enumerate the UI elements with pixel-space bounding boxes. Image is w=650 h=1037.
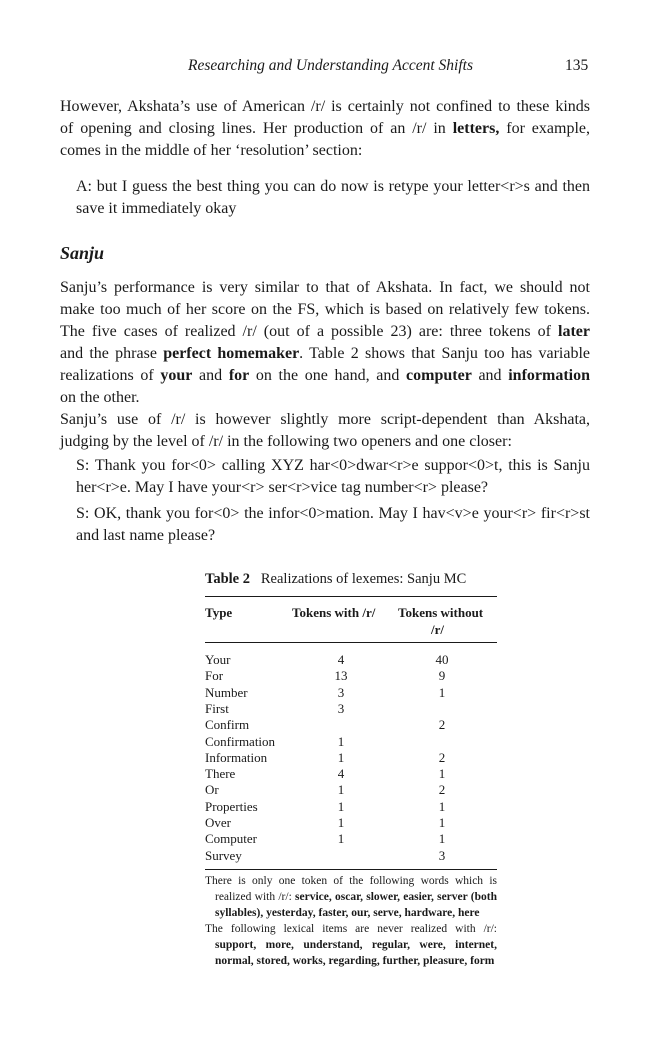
- table-bottom-rule: [205, 869, 497, 870]
- running-head: [0, 57, 650, 79]
- cell-tokens-with: 1: [337, 831, 345, 847]
- transcript-quote-akshata: [76, 176, 590, 220]
- table-row: [205, 831, 497, 847]
- running-head-title: Researching and Understanding Accent Shifts: [188, 57, 473, 74]
- paragraph-line: on the other.: [60, 389, 140, 406]
- paragraph-line: However, Akshata’s use of American /r/ is certainly not confined to these kinds: [60, 98, 590, 115]
- table-caption-text: Realizations of lexemes: Sanju MC: [260, 571, 467, 587]
- table-top-rule: [205, 596, 497, 597]
- note-word-list: support, more, understand, regular, were, internet, normal, stored, works, regarding, further, pleasure, form: [215, 939, 497, 967]
- note-text: There is only one token of the following words which is realized with /r/:: [205, 875, 497, 903]
- text-run: and: [471, 367, 509, 384]
- cell-type: Survey: [205, 847, 242, 863]
- paragraph-line: Sanju’s use of /r/ is however slightly more script-dependent than Akshata,: [60, 411, 590, 428]
- cell-tokens-with: 1: [337, 782, 345, 798]
- cell-type: Information: [205, 749, 268, 765]
- table-row: [205, 848, 497, 864]
- cell-type: Confirm: [205, 717, 250, 733]
- transcript-quote-closer: [76, 503, 590, 547]
- paragraph-line: [60, 343, 590, 365]
- table-caption: [205, 571, 497, 588]
- header-tokens-without-r: /r/: [431, 622, 444, 637]
- bold-term: information: [508, 367, 590, 384]
- table-row: [205, 701, 497, 717]
- paragraph-line: [60, 365, 590, 387]
- paragraph-line: Sanju’s performance is very similar to that of Akshata. In fact, we should not: [60, 279, 590, 296]
- cell-tokens-without: 1: [438, 815, 446, 830]
- cell-type: For: [205, 668, 224, 684]
- text-run: and: [192, 367, 229, 384]
- cell-tokens-with: 3: [337, 700, 345, 716]
- quote-line: S: Thank you for<0> calling XYZ har<0>dwar<r>e suppor<0>t, this is Sanju: [76, 457, 590, 474]
- header-type: Type: [205, 605, 233, 620]
- table-header-rule: [205, 642, 497, 643]
- table-row: [205, 766, 497, 782]
- text-run: on the one hand, and: [249, 367, 407, 384]
- table-note: [205, 921, 497, 969]
- quote-line: S: OK, thank you for<0> the infor<0>mation. May I hav<v>e your<r> fir<r>st: [76, 505, 590, 522]
- cell-type: There: [205, 766, 236, 782]
- cell-tokens-without: 1: [438, 684, 446, 700]
- quote-line: her<r>e. May I have your<r> ser<r>vice tag number<r> please?: [76, 479, 489, 496]
- text-run: of opening and closing lines. Her production of an /r/ in: [60, 120, 453, 137]
- bold-term: for: [228, 367, 250, 384]
- paragraph-line: [60, 118, 590, 140]
- table-row: [205, 717, 497, 733]
- table-row: [205, 734, 497, 750]
- cell-tokens-without: 40: [435, 652, 449, 667]
- table-notes: [205, 873, 497, 969]
- cell-tokens-without: 1: [438, 798, 446, 814]
- table-row: [205, 815, 497, 831]
- paragraph-line: make too much of her score on the FS, which is based on relatively few tokens.: [60, 301, 590, 318]
- cell-tokens-with: 4: [337, 766, 345, 782]
- cell-tokens-without: 1: [438, 766, 446, 782]
- paragraph-akshata: [60, 96, 590, 162]
- table-row: [205, 652, 497, 668]
- cell-tokens-with: 13: [334, 668, 348, 684]
- note-word-list: service, oscar, slower, easier, server (both syllables), yesterday, faster, our, serve, hardware, here: [215, 891, 497, 919]
- cell-tokens-with: 1: [337, 815, 345, 830]
- bold-term: computer: [406, 367, 472, 384]
- cell-type: Your: [205, 652, 231, 667]
- bold-term: perfect homemaker: [163, 345, 300, 362]
- cell-tokens-with: 1: [337, 798, 345, 814]
- quote-line: and last name please?: [76, 527, 216, 544]
- cell-tokens-with: 1: [337, 749, 345, 765]
- cell-type: Confirmation: [205, 733, 276, 749]
- header-tokens-with: Tokens with /r/: [292, 605, 376, 620]
- paragraph-sanju: [60, 277, 590, 453]
- transcript-quote-opener: [76, 455, 590, 499]
- section-heading: Sanju: [60, 243, 105, 263]
- header-tokens-without: Tokens without: [398, 605, 484, 620]
- page-number: 135: [565, 57, 589, 74]
- text-run: realizations of: [60, 367, 161, 384]
- paragraph-line: [60, 321, 590, 343]
- cell-type: Computer: [205, 831, 257, 847]
- text-run: The five cases of realized /r/ (out of a possible 23) are: three tokens of: [60, 323, 559, 340]
- bold-term: later: [558, 323, 590, 340]
- cell-type: Number: [205, 684, 248, 700]
- cell-type: Properties: [205, 798, 258, 814]
- cell-tokens-with: 3: [337, 684, 345, 700]
- cell-tokens-without: 2: [438, 717, 446, 733]
- text-run: . Table 2 shows that Sanju too has variable: [299, 345, 591, 362]
- table-row: [205, 799, 497, 815]
- paragraph-line: comes in the middle of her ‘resolution’ section:: [60, 142, 363, 159]
- table-row: [205, 782, 497, 798]
- cell-type: Or: [205, 782, 219, 798]
- cell-tokens-without: 1: [438, 831, 446, 847]
- cell-tokens-without: 2: [438, 782, 446, 798]
- table-row: [205, 685, 497, 701]
- cell-tokens-with: 1: [337, 733, 345, 749]
- cell-tokens-with: 4: [337, 652, 345, 667]
- cell-tokens-without: 3: [438, 847, 446, 863]
- quote-line: save it immediately okay: [76, 200, 237, 217]
- cell-tokens-without: 9: [438, 668, 446, 684]
- table-label: Table 2: [205, 571, 250, 587]
- quote-line: A: but I guess the best thing you can do now is retype your letter<r>s and then: [76, 178, 590, 195]
- table-note: [205, 873, 497, 921]
- cell-type: First: [205, 700, 229, 716]
- bold-term: letters,: [452, 120, 500, 137]
- paragraph-line: judging by the level of /r/ in the following two openers and one closer:: [60, 433, 512, 450]
- bold-term: your: [160, 367, 193, 384]
- note-text: The following lexical items are never realized with /r/:: [205, 923, 497, 935]
- cell-tokens-without: 2: [438, 749, 446, 765]
- table-row: [205, 668, 497, 684]
- text-run: for example,: [499, 120, 590, 137]
- table-row: [205, 750, 497, 766]
- cell-type: Over: [205, 815, 231, 830]
- text-run: and the phrase: [60, 345, 164, 362]
